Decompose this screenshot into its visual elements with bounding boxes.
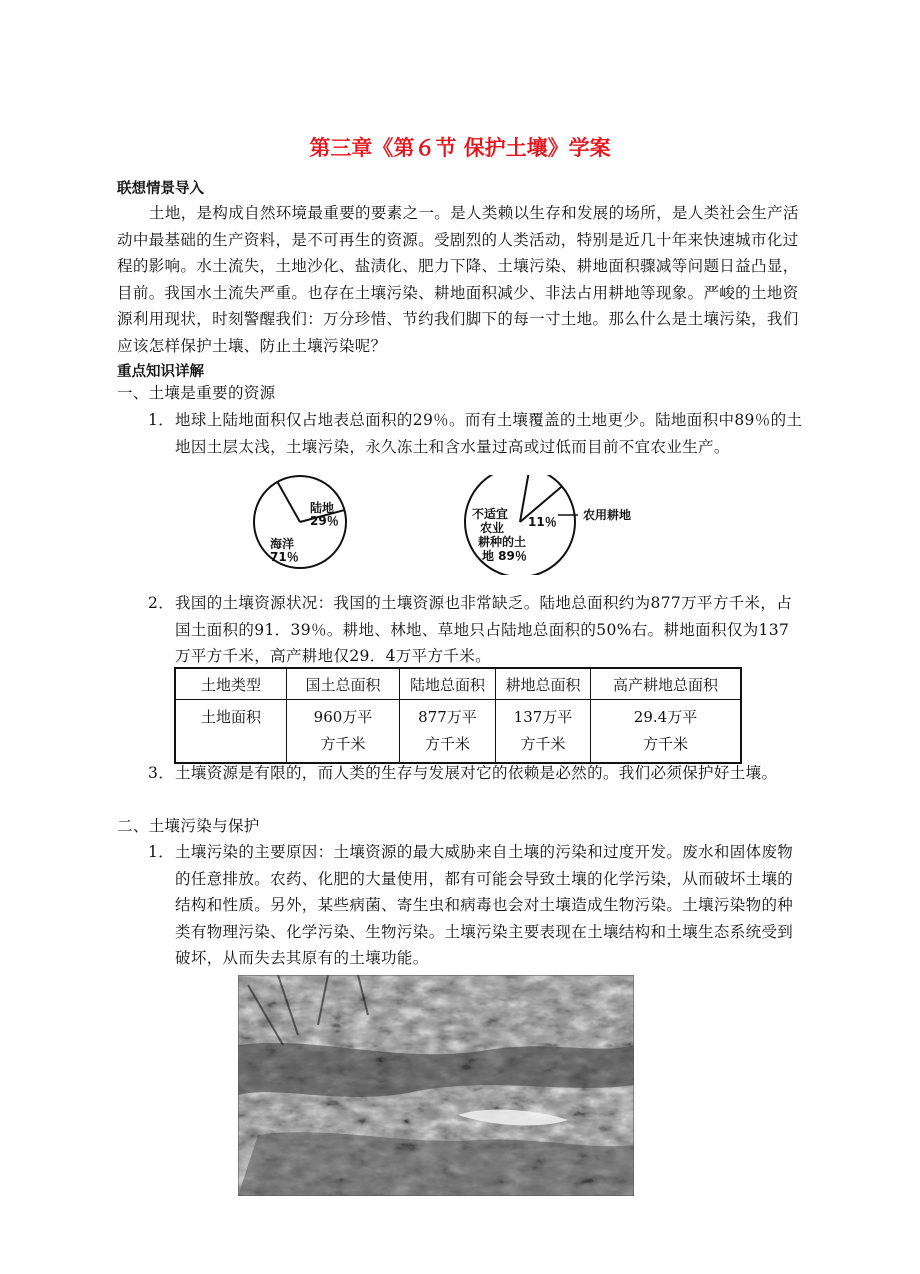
pie-2-value-arable: 11％ bbox=[528, 515, 557, 529]
page-title: 第三章《第６节 保护土壤》学案 bbox=[309, 136, 611, 160]
pie-land-sea bbox=[254, 476, 346, 568]
item-1-3-text: 土壤资源是有限的，而人类的生存与发展对它的依赖是必然的。我们必须保护好土壤。 bbox=[175, 764, 778, 782]
section-2-heading: 二、土壤污染与保护 bbox=[117, 817, 260, 835]
pie-2-label-line1: 不适宜 bbox=[472, 507, 509, 521]
table-cell: 土地面积 bbox=[175, 700, 287, 764]
cell-value: 960万平 bbox=[313, 708, 373, 726]
cell-value: 877万平 bbox=[418, 708, 477, 726]
soil-pollution-photo bbox=[238, 975, 634, 1196]
pie-2-label-line2: 农业 bbox=[480, 521, 505, 535]
item-1-1-number: 1． bbox=[148, 411, 175, 429]
item-1-2-text: 我国的土壤资源状况：我国的土壤资源也非常缺乏。陆地总面积约为877万平方千米，占国土面积的91．39％。耕地、林地、草地只占陆地总面积的50%右。耕地面积仅为137万平方千米，高产耕地仅29．4万平方千米。 bbox=[175, 594, 793, 665]
pie-2-annotation: 农用耕地 bbox=[583, 508, 632, 522]
table-header-cell: 土地类型 bbox=[175, 668, 287, 700]
cell-unit: 方千米 bbox=[642, 735, 688, 753]
cell-value: 137万平 bbox=[513, 708, 573, 726]
cell-unit: 方千米 bbox=[520, 735, 566, 753]
key-heading: 重点知识详解 bbox=[117, 364, 204, 380]
land-pie-charts bbox=[240, 475, 680, 575]
section-1-heading: 一、土壤是重要的资源 bbox=[117, 384, 276, 402]
table-cell bbox=[400, 700, 496, 764]
table-header-cell: 陆地总面积 bbox=[400, 668, 496, 700]
item-1-2-number: 2． bbox=[148, 594, 175, 612]
pie-1-label-sea: 海洋 bbox=[270, 537, 295, 551]
table-row bbox=[175, 700, 741, 764]
cell-value: 29.4万平 bbox=[633, 708, 698, 726]
table-cell bbox=[591, 700, 742, 764]
pie-1-value-sea: 71％ bbox=[270, 550, 299, 564]
table-cell bbox=[496, 700, 591, 764]
item-2-1-number: 1． bbox=[148, 843, 175, 861]
pie-1-label-land: 陆地 bbox=[310, 501, 335, 515]
item-1-1-text: 地球上陆地面积仅占地表总面积的29％。而有土壤覆盖的土地更少。陆地面积中89％的土地因土层太浅，土壤污染，永久冻土和含水量过高或过低而目前不宜农业生产。 bbox=[175, 411, 803, 456]
land-area-table bbox=[174, 667, 742, 764]
cell-unit: 方千米 bbox=[320, 735, 366, 753]
cell-unit: 方千米 bbox=[424, 735, 470, 753]
table-header-cell: 高产耕地总面积 bbox=[591, 668, 742, 700]
table-header-row bbox=[175, 668, 741, 700]
intro-paragraph: 土地，是构成自然环境最重要的要素之一。是人类赖以生存和发展的场所，是人类社会生产活动中最基础的生产资料，是不可再生的资源。受剧烈的人类活动，特别是近几十年来快速城市化过程的影响。水土流失，土地沙化、盐渍化、肥力下降、土壤污染、耕地面积骤减等问题日益凸显，目前。我国水土流失严重。也存在土壤污染、耕地面积减少、非法占用耕地等现象。严峻的土地资源利用现状，时刻警醒我们：万分珍惜、节约我们脚下的每一寸土地。那么什么是土壤污染，我们应该怎样保护土壤、防止土壤污染呢？ bbox=[117, 204, 799, 355]
table-header-cell: 耕地总面积 bbox=[496, 668, 591, 700]
table-header-cell: 国土总面积 bbox=[287, 668, 400, 700]
pie-arable bbox=[465, 475, 631, 575]
pie-1-value-land: 29％ bbox=[310, 514, 339, 528]
table-cell bbox=[287, 700, 400, 764]
item-1-3-number: 3． bbox=[148, 764, 175, 782]
intro-heading: 联想情景导入 bbox=[117, 181, 204, 197]
item-2-1-text: 土壤污染的主要原因：土壤资源的最大威胁来自土壤的污染和过度开发。废水和固体废物的任意排放。农药、化肥的大量使用，都有可能会导致土壤的化学污染，从而破坏土壤的结构和性质。另外，某些病菌、寄生虫和病毒也会对土壤造成生物污染。土壤污染物的种类有物理污染、化学污染、生物污染。土壤污染主要表现在土壤结构和土壤生态系统受到破坏，从而失去其原有的土壤功能。 bbox=[175, 843, 794, 967]
pie-2-label-line4: 地 89％ bbox=[482, 549, 527, 563]
pie-2-label-line3: 耕种的土 bbox=[478, 535, 527, 549]
